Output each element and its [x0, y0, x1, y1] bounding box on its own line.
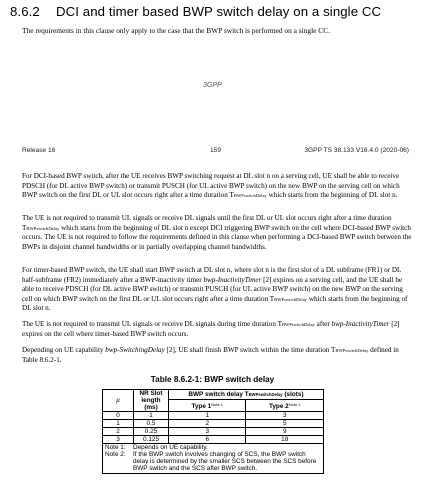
t-subscript: BWPswitchDelay	[26, 225, 60, 231]
t-symbol: T	[269, 294, 275, 303]
paragraph-text: Depending on UE capability	[22, 346, 106, 354]
cell-mu: 3	[103, 436, 134, 444]
table-row	[103, 428, 324, 436]
paragraph-timer-switch	[22, 266, 412, 314]
header-nr-slot-length: NR Slot length (ms)	[134, 390, 169, 412]
cell-type1: 2	[169, 420, 246, 428]
intro-text: The requirements in this clause only apply to the case that the BWP switch is performed on a single CC.	[22, 26, 331, 35]
note-label: Note 2:	[105, 451, 126, 458]
capability-name: bwp-SwitchingDelay	[105, 346, 165, 354]
cell-type1: 6	[169, 436, 246, 444]
paragraph-ue-capability	[22, 346, 412, 365]
cell-type2: 18	[246, 436, 324, 444]
paragraph-text: which starts from the beginning of DL slot n.	[22, 294, 408, 313]
paragraph-text: [2] expires on a serving cell, and the UE shall be able to receive PDSCH (for DL active BWP switch) or transmit PUSCH (for UL active BWP switch) on the new BWP on the serving cell on which BWP switch on the first DL or UL slot occurs right after a time duration	[22, 275, 403, 303]
paragraph-text: after	[314, 320, 332, 328]
cell-mu: 2	[103, 428, 134, 436]
t-symbol: T	[277, 320, 282, 328]
t-symbol: T	[229, 191, 234, 200]
t-subscript: BWPswitchDelay	[274, 296, 308, 302]
paragraph-text: For DCI-based BWP switch, after the UE receives BWP switching request at DL slot n on a serving cell, UE shall be able to receive PDSCH (for DL active BWP switch) or transmit PUSCH (for UL active BWP switch) on the new BWP on the serving cell on which BWP switch on the first DL or UL slot occurs right after a time duration	[22, 172, 400, 200]
paragraph-text: For timer-based BWP switch, the UE shall start BWP switch at DL slot n, where slot n is the first slot of a DL subframe (FR1) or DL half-subframe (FR2) immediately after a BWP-inactivity timer	[22, 266, 402, 284]
note-label: Note 1:	[105, 444, 126, 451]
table-note-row	[103, 444, 324, 452]
page-header	[22, 147, 409, 157]
cell-type2: 3	[246, 412, 324, 420]
paragraph-text: The UE is not required to transmit UL signals or receive DL signals until the first DL or UL slot occurs right after a time duration	[22, 214, 392, 222]
table-title: Table 8.6.2-1: BWP switch delay	[150, 375, 275, 384]
paragraph-text: [2], UE shall finish BWP switch within the time duration	[164, 346, 331, 354]
header-mu: μ	[103, 390, 134, 412]
note-text: If the BWP switch involves changing of SCS, the BWP switch delay is determined by the smaller SCS between the SCS before BWP switch and the SCS after BWP switch.	[133, 451, 317, 472]
section-number: 8.6.2	[10, 4, 40, 19]
cell-type2: 9	[246, 428, 324, 436]
t-subscript: BWPswitchDelay	[281, 322, 315, 327]
t-symbol: T	[331, 346, 336, 354]
header-type1: Type $1^{Note 1}$	[169, 399, 246, 411]
t-symbol: T	[22, 223, 27, 232]
table-row	[103, 420, 324, 428]
page-footer-org: 3GPP	[203, 82, 222, 89]
cell-type1: 3	[169, 428, 246, 436]
paragraph-text: [2] expires on the cell where timer-based BWP switch occurs.	[22, 320, 400, 338]
paragraph-text: which starts from the beginning of DL slot n except DCI triggering BWP switch on the cell where DCI-based BWP switch occurs. The UE is not required to follow the requirements defined in this clause when performing a DCI-based BWP switch between the BWPs in disjoint channel bandwidths or in partially overlapping channel bandwidths.	[22, 223, 412, 251]
table-row	[103, 436, 324, 444]
table-note-row	[103, 451, 324, 474]
paragraph-text: which starts from the beginning of DL slot n.	[266, 191, 398, 200]
timer-name: bwp-InactivityTimer	[203, 275, 262, 284]
bwp-switch-delay-table	[102, 389, 324, 474]
t-subscript: BWPswitchDelay	[233, 193, 267, 199]
cell-slot-length: 1	[134, 412, 169, 420]
spec-label: 3GPP TS 38.133 V16.4.0 (2020-06)	[304, 147, 409, 154]
cell-slot-length: 0.25	[134, 428, 169, 436]
note-text: Depends on UE capability.	[133, 444, 208, 451]
paragraph-dci-switch	[22, 172, 412, 201]
paragraph-timer-not-required	[22, 320, 412, 339]
cell-mu: 1	[103, 420, 134, 428]
table-header-row	[103, 390, 324, 400]
t-subscript: BWPswitchDelay	[335, 348, 369, 353]
page-number: 159	[209, 147, 221, 154]
header-bwp-switch-delay: BWP switch delay TBWPswitchDelay (slots)	[169, 390, 324, 400]
table-row	[103, 412, 324, 420]
section-title: DCI and timer based BWP switch delay on a single CC	[56, 4, 382, 19]
header-type2: Type $2^{Note 1}$	[246, 399, 324, 411]
paragraph-text: The UE is not required to transmit UL signals or receive DL signals during time duration	[22, 320, 278, 328]
cell-type2: 5	[246, 420, 324, 428]
cell-mu: 0	[103, 412, 134, 420]
cell-type1: 1	[169, 412, 246, 420]
cell-slot-length: 0.5	[134, 420, 169, 428]
release-label: Release 16	[22, 147, 56, 154]
timer-name: bwp-InactivityTimer	[331, 320, 390, 328]
paragraph-text: defined in Table 8.6.2-1.	[22, 346, 399, 364]
cell-slot-length: 0.125	[134, 436, 169, 444]
paragraph-ue-not-required	[22, 214, 412, 252]
section-heading	[10, 4, 381, 19]
